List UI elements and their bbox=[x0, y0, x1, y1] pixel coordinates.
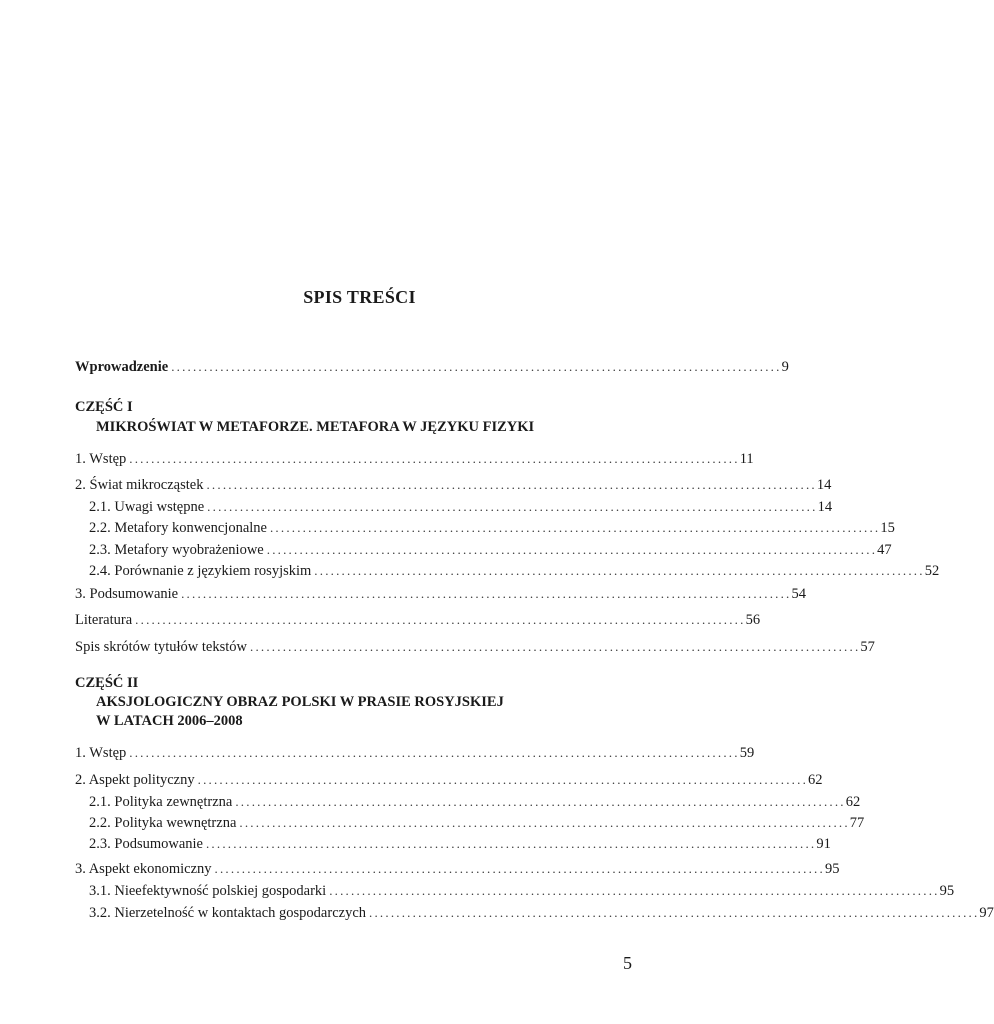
toc-entry[interactable] bbox=[75, 449, 754, 469]
toc-entry-label: Spis skrótów tytułów tekstów bbox=[75, 639, 247, 655]
part-1-heading: CZĘŚĆ I bbox=[75, 399, 133, 415]
toc-entry-page: 14 bbox=[817, 499, 833, 515]
toc-entry-page: 11 bbox=[739, 451, 754, 467]
leader-dots: ................................................................................................................ bbox=[250, 639, 861, 654]
toc-entry-label: 2. Aspekt polityczny bbox=[75, 772, 195, 788]
leader-dots: ................................................................................................................ bbox=[171, 359, 782, 374]
toc-entry-page: 56 bbox=[745, 612, 761, 628]
toc-entry[interactable] bbox=[75, 770, 823, 790]
toc-subentry[interactable] bbox=[89, 518, 895, 538]
part-2-heading: CZĘŚĆ II bbox=[75, 675, 139, 691]
leader-dots: ................................................................................................................ bbox=[214, 861, 825, 876]
leader-dots: ................................................................................................................ bbox=[197, 772, 809, 787]
toc-subentry[interactable] bbox=[89, 497, 833, 517]
toc-entry-page: 59 bbox=[739, 745, 755, 761]
toc-entry-label: 2.3. Podsumowanie bbox=[89, 836, 203, 852]
toc-subentry[interactable] bbox=[89, 834, 831, 854]
toc-entry-page: 52 bbox=[924, 563, 940, 579]
toc-entry-label: 2.1. Polityka zewnętrzna bbox=[89, 794, 233, 810]
page-title: SPIS TREŚCI bbox=[303, 287, 416, 307]
leader-dots: ................................................................................................................ bbox=[129, 451, 740, 466]
part-2-subtitle-line-2: W LATACH 2006–2008 bbox=[96, 713, 243, 729]
leader-dots: ................................................................................................................ bbox=[207, 499, 818, 514]
toc-entry-label: 2.4. Porównanie z językiem rosyjskim bbox=[89, 563, 312, 579]
toc-entry-label: 1. Wstęp bbox=[75, 451, 127, 467]
toc-entry-page: 62 bbox=[845, 794, 861, 810]
leader-dots: ................................................................................................................ bbox=[181, 586, 792, 601]
leader-dots: ................................................................................................................ bbox=[129, 745, 740, 760]
toc-entry-label: 2.2. Metafory konwencjonalne bbox=[89, 520, 267, 536]
page-number: 5 bbox=[623, 953, 632, 973]
toc-entry-page: 9 bbox=[781, 359, 789, 375]
toc-subentry[interactable] bbox=[89, 813, 865, 833]
toc-entry-page: 54 bbox=[791, 586, 807, 602]
toc-entry-label: 2. Świat mikrocząstek bbox=[75, 477, 204, 493]
toc-entry-label: 3. Podsumowanie bbox=[75, 586, 179, 602]
toc-entry-page: 15 bbox=[880, 520, 895, 536]
toc-entry-label: 2.1. Uwagi wstępne bbox=[89, 499, 205, 515]
toc-entry-label: 3.1. Nieefektywność polskiej gospodarki bbox=[89, 883, 327, 899]
leader-dots: ................................................................................................................ bbox=[329, 883, 940, 898]
toc-entry-label: 1. Wstęp bbox=[75, 745, 127, 761]
toc-entry-page: 77 bbox=[849, 815, 865, 831]
toc-entry[interactable] bbox=[75, 610, 761, 630]
toc-entry-page: 57 bbox=[860, 639, 875, 655]
leader-dots: ................................................................................................................ bbox=[205, 836, 817, 851]
toc-entry-label: Wprowadzenie bbox=[75, 359, 169, 375]
leader-dots: ................................................................................................................ bbox=[369, 905, 980, 920]
toc-subentry[interactable] bbox=[89, 540, 892, 560]
part-1-subtitle: MIKROŚWIAT W METAFORZE. METAFORA W JĘZYKU FIZYKI bbox=[96, 419, 535, 435]
toc-entry[interactable] bbox=[75, 859, 840, 879]
toc-entry-page: 62 bbox=[808, 772, 823, 788]
toc-entry-label: 3.2. Nierzetelność w kontaktach gospodarczych bbox=[89, 905, 367, 921]
toc-entry-intro[interactable] bbox=[75, 357, 789, 377]
toc-entry-page: 47 bbox=[877, 542, 892, 558]
leader-dots: ................................................................................................................ bbox=[269, 520, 881, 535]
toc-entry-page: 14 bbox=[816, 477, 832, 493]
toc-entry-page: 95 bbox=[824, 861, 840, 877]
toc-entry[interactable] bbox=[75, 475, 832, 495]
toc-entry[interactable] bbox=[75, 637, 875, 657]
toc-entry-label: Literatura bbox=[75, 612, 133, 628]
toc-subentry[interactable] bbox=[89, 792, 861, 812]
toc-entry-page: 95 bbox=[939, 883, 955, 899]
leader-dots: ................................................................................................................ bbox=[235, 794, 846, 809]
toc-subentry[interactable] bbox=[89, 903, 994, 923]
toc-entry[interactable] bbox=[75, 743, 755, 763]
toc-entry-label: 3. Aspekt ekonomiczny bbox=[75, 861, 212, 877]
part-2-subtitle-line-1: AKSJOLOGICZNY OBRAZ POLSKI W PRASIE ROSYJSKIEJ bbox=[96, 694, 504, 710]
leader-dots: ................................................................................................................ bbox=[314, 563, 925, 578]
toc-entry-label: 2.3. Metafory wyobrażeniowe bbox=[89, 542, 264, 558]
leader-dots: ................................................................................................................ bbox=[206, 477, 817, 492]
leader-dots: ................................................................................................................ bbox=[266, 542, 878, 557]
leader-dots: ................................................................................................................ bbox=[239, 815, 850, 830]
toc-subentry[interactable] bbox=[89, 561, 940, 581]
toc-entry-page: 97 bbox=[979, 905, 994, 921]
toc-entry-label: 2.2. Polityka wewnętrzna bbox=[89, 815, 237, 831]
toc-subentry[interactable] bbox=[89, 881, 955, 901]
toc-entry[interactable] bbox=[75, 584, 807, 604]
toc-entry-page: 91 bbox=[816, 836, 831, 852]
leader-dots: ................................................................................................................ bbox=[135, 612, 746, 627]
